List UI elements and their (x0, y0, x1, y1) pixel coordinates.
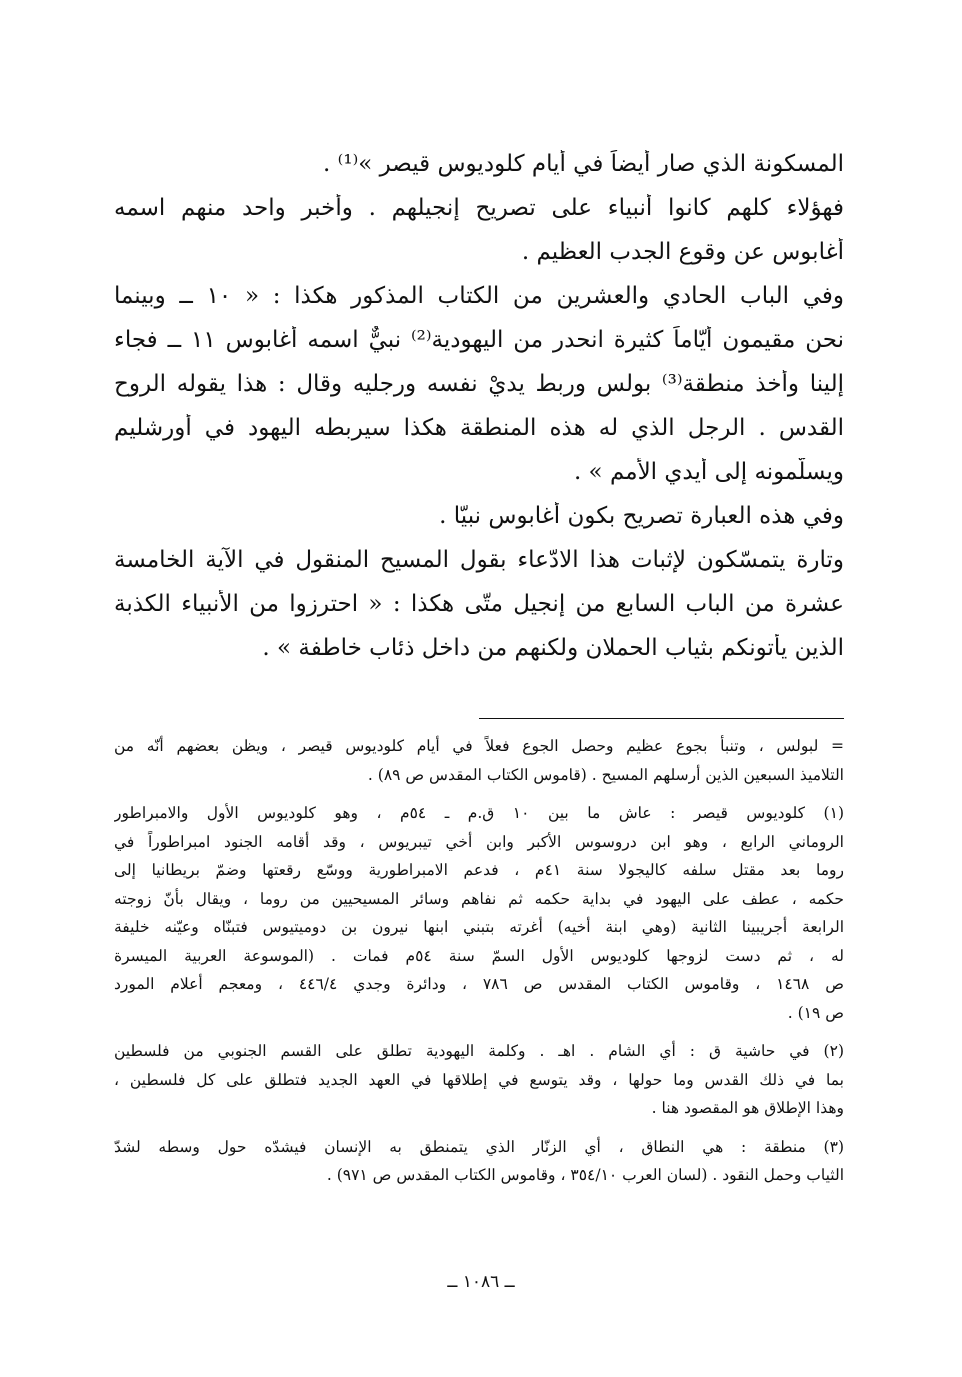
text-line: المسكونة الذي صار أيضاً في أيام كلوديوس قيصر »⁽¹⁾ . (323, 151, 844, 177)
page-number: ــ ١٠٨٦ ــ (447, 1272, 515, 1292)
footnote-line: الروماني الرابع ، وهو ابن دروسوس الأكبر وابن أخي تيبريوس ، وقد أقامه الجنود امبراطوراً في (114, 832, 844, 851)
text-line: فهؤلاء كلهم كانوا أنبياء على تصريح إنجيلهم . وأخبر واحد منهم اسمه (114, 195, 844, 221)
footnote (114, 1136, 844, 1193)
footnotes (114, 735, 844, 1193)
footnote-line: وهذا الإطلاق هو المقصود هنا . (651, 1099, 844, 1117)
text-line: وتارة يتمسّكون لإثبات هذا الادّعاء بقول المسيح المنقول في الآية الخامسة (114, 547, 844, 573)
footnote (114, 735, 844, 792)
footnote-line: التلاميذ السبعين الذين أرسلهم المسيح . (قاموس الكتاب المقدس ص ٨٩) . (367, 765, 844, 784)
text-line: القدس . الرجل الذي له هذه المنطقة هكذا سيربطه اليهود في أورشليم (114, 415, 844, 441)
footnote-line: ص ١٤٦٨ ، وقاموس الكتاب المقدس ص ٧٨٦ ، ودائرة وجدي ٤٤٦/٤ ، ومعجم أعلام المورد (114, 975, 844, 993)
footnote-line: بما في ذلك القدس وما حولها ، وقد يتوسع في إطلاقها في العهد الجديد فتطلق على كل فلسطين ، (114, 1070, 844, 1089)
footnote-line: له ، ثم دست لزوجها كلوديوس الأول السمّ سنة ٥٤م فمات . (الموسوعة العربية الميسرة (114, 946, 844, 965)
text-line: وفي هذه العبارة تصريح بكون أغابوس نبيّا . (439, 503, 844, 529)
footnote-line: الثياب وحمل النقود . (لسان العرب ٣٥٤/١٠ ، وقاموس الكتاب المقدس ص ٩٧١) . (326, 1166, 844, 1184)
footnote-line: (٢) في حاشية ق : أي الشام . اهـ . وكلمة اليهودية تطلق على القسم الجنوبي من فلسطين (114, 1042, 844, 1060)
text-line: إلينا وأخذ منطقة⁽³⁾ بولس وربط يديْ نفسه ورجليه وقال : هذا يقوله الروح (114, 371, 844, 397)
text-line: أغابوس عن وقوع الجدب العظيم . (521, 239, 844, 265)
footnote-line: (١) كلوديوس قيصر : عاش ما بين ١٠ ق.م ـ ٥٤م ، وهو كلوديوس الأول والامبراطور (114, 804, 844, 822)
text-line: وفي الباب الحادي والعشرين من الكتاب المذكور هكذا : « ١٠ ــ وبينما (114, 283, 844, 309)
main-text (114, 150, 844, 678)
text-line: ويسلّمونه إلى أيدي الأمم » . (573, 459, 844, 485)
footnote-line: (٣) منطقة : هي النطاق ، أي الزنّار الذي يتمنطق به الإنسان فيشدّه حول وسطه لشدّ (114, 1137, 844, 1156)
footnote (114, 1040, 844, 1126)
text-line: نحن مقيمون أيّاماً كثيرة انحدر من اليهودية⁽²⁾ نبيٌّ اسمه أغابوس ١١ ــ فجاء (114, 327, 844, 353)
text-line: الذين يأتونكم بثياب الحملان ولكنهم من داخل ذئاب خاطفة » . (262, 635, 844, 661)
footnote-line: = لبولس ، وتنبأ بجوع عظيم وحصل الجوع فعلاً في أيام كلوديوس قيصر ، ويظن بعضهم أنّه من (114, 737, 844, 755)
text-line: عشرة من الباب السابع من إنجيل متّى هكذا : « احترزوا من الأنبياء الكذبة (114, 591, 844, 617)
footnote-line: الرابعة أجريبينا الثانية (وهي ابنة أخيه) أغرته بتبني ابنها نيرون بن دوميتيوس فتبنّاه وعيّنه خليفة (114, 918, 844, 936)
footnote (114, 802, 844, 1030)
footnote-separator (479, 718, 844, 719)
footnote-line: ص ١٩) . (787, 1003, 844, 1022)
footnote-line: حكمه ، عطف على اليهود في بداية حكمه ثم نفاهم وسائر المسيحيين من روما ، ويقال بأنّ زوجته (114, 889, 844, 908)
footnote-line: روما بعد مقتل سلفه كاليجولا سنة ٤١م ، فدعم الامبراطورية ووسّع رقعتها وضمّ بريطانيا إلى (114, 861, 844, 879)
